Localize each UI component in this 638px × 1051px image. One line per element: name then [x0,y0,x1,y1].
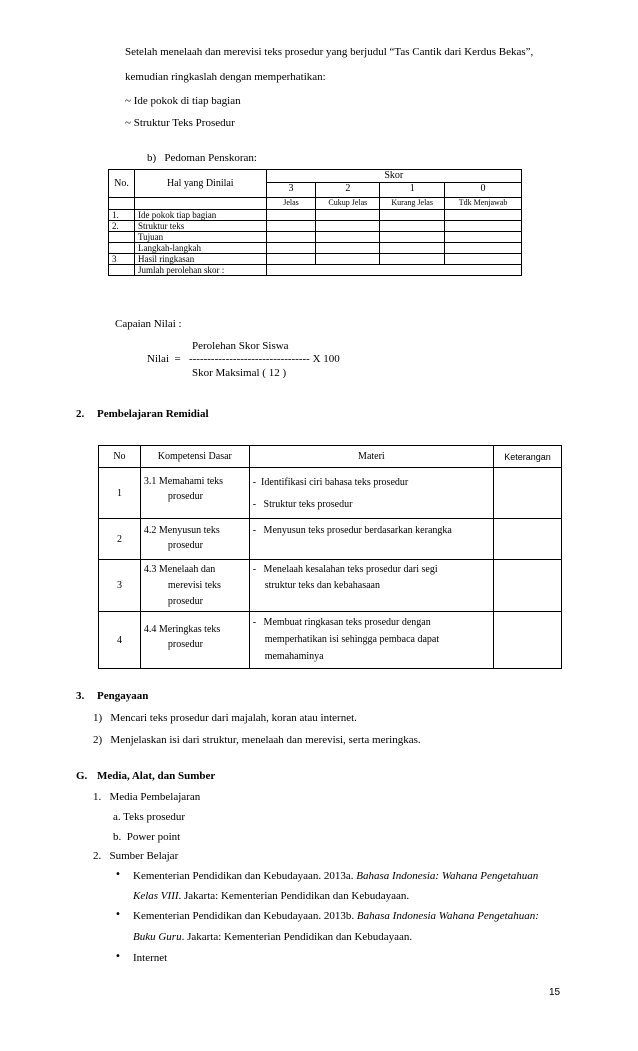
section-number: 2. [76,408,85,420]
header-no: No. [109,170,135,198]
media-sub-1: 1. Media Pembelajaran [93,791,201,803]
kd-line: prosedur [167,639,203,650]
remedial-row-kd [140,468,249,519]
section-number: 3. [76,690,85,702]
kd-line: prosedur [167,540,203,551]
label-cukup-jelas: Cukup Jelas [316,198,380,210]
pengayaan-item: 2) Menjelaskan isi dari struktur, menelaah dan merevisi, serta meringkas. [93,734,421,746]
intro-item-2: ~ Struktur Teks Prosedur [125,117,235,129]
remedial-row-kd [140,612,249,669]
row-no: 2. [109,221,135,232]
remedial-row-keterangan [494,560,562,612]
remedial-row-no: 1 [99,468,141,519]
materi-line: - Membuat ringkasan teks prosedur dengan [252,617,431,628]
remedial-table [98,445,562,669]
row-hal: Hasil ringkasan [134,254,266,265]
row-hal: Struktur teks [134,221,266,232]
row-hal: Ide pokok tiap bagian [134,210,266,221]
source-2 [133,910,539,922]
remedial-row-kd [140,560,249,612]
source-1-book-cont: Kelas VIII [133,890,179,902]
source-1-text: Kementerian Pendidikan dan Kebudayaan. 2013a. [133,870,357,882]
source-2-cont [133,931,412,943]
remedial-row-keterangan [494,519,562,560]
materi-line: - Menelaah kesalahan teks prosedur dari segi [252,564,438,575]
intro-line-1: Setelah menelaah dan merevisi teks prosedur yang berjudul “Tas Cantik dari Kerdus Bekas”, [125,46,534,58]
bullet-icon: • [115,869,121,880]
source-1 [133,870,538,882]
row-hal: Langkah-langkah [134,243,266,254]
remedial-row-materi [249,560,493,612]
remedial-header-keterangan: Keterangan [494,446,562,468]
row-hal: Jumlah perolehan skor : [134,265,266,276]
label-kurang-jelas: Kurang Jelas [380,198,445,210]
formula-nilai: Nilai = --------------------------------- X 100 [147,353,340,365]
row-hal: Tujuan [134,232,266,243]
formula-denominator: Skor Maksimal ( 12 ) [192,367,287,379]
materi-line: memperhatikan isi sehingga pembaca dapat [264,634,440,645]
source-1-publisher: . Jakarta: Kementerian Pendidikan dan Kebudayaan. [178,890,410,902]
header-hal: Hal yang Dinilai [134,170,266,198]
remedial-row-materi [249,612,493,669]
remedial-row-keterangan [494,612,562,669]
label-tdk-menjawab: Tdk Menjawab [445,198,522,210]
source-1-cont [133,890,409,902]
materi-line: struktur teks dan kebahasaan [264,580,380,591]
row-no [109,265,135,276]
row-no: 1. [109,210,135,221]
source-2-publisher: . Jakarta: Kementerian Pendidikan dan Kebudayaan. [181,931,413,943]
page-number: 15 [549,987,561,998]
intro-item-1: ~ Ide pokok di tiap bagian [125,95,241,107]
scoring-table [108,169,522,276]
bullet-icon: • [115,951,121,962]
remedial-header-kd: Kompetensi Dasar [140,446,249,468]
media-sub-2: 2. Sumber Belajar [93,850,179,862]
remedial-row-keterangan [494,468,562,519]
pedoman-heading: b) Pedoman Penskoran: [147,152,257,164]
kd-line: merevisi teks [167,580,221,591]
row-no [109,243,135,254]
source-2-book: Bahasa Indonesia Wahana Pengetahuan: [356,910,539,922]
kd-line: 4.4 Meringkas teks [143,624,221,635]
section-title: Pembelajaran Remidial [97,408,209,420]
kd-line: prosedur [167,596,203,607]
source-2-book-cont: Buku Guru [133,931,182,943]
bullet-icon: • [115,909,121,920]
label-jelas: Jelas [266,198,316,210]
score-2: 2 [316,183,380,198]
source-1-book: Bahasa Indonesia: Wahana Pengetahuan [356,870,539,882]
materi-line: - Struktur teks prosedur [252,499,353,510]
row-no: 3 [109,254,135,265]
pengayaan-item: 1) Mencari teks prosedur dari majalah, koran atau internet. [93,712,357,724]
media-sub-1b: b. Power point [113,831,181,843]
score-3: 3 [266,183,316,198]
section-title: Media, Alat, dan Sumber [97,770,216,782]
remedial-row-materi [249,468,493,519]
capaian-label: Capaian Nilai : [115,318,182,330]
media-sub-1a: a. Teks prosedur [113,811,186,823]
remedial-row-no: 3 [99,560,141,612]
source-3: Internet [133,952,168,964]
materi-line: - Identifikasi ciri bahasa teks prosedur [252,477,409,488]
kd-line: 3.1 Memahami teks [143,476,224,487]
materi-line: - Menyusun teks prosedur berdasarkan kerangka [252,525,452,536]
remedial-row-materi [249,519,493,560]
source-2-text: Kementerian Pendidikan dan Kebudayaan. 2013b. [133,910,357,922]
score-1: 1 [380,183,445,198]
kd-line: 4.2 Menyusun teks [143,525,220,536]
score-0: 0 [445,183,522,198]
remedial-header-no: No [99,446,141,468]
remedial-row-no: 2 [99,519,141,560]
kd-line: prosedur [167,491,203,502]
materi-line: memahaminya [264,651,324,662]
row-no [109,232,135,243]
remedial-row-kd [140,519,249,560]
kd-line: 4.3 Menelaah dan [143,564,216,575]
remedial-header-materi: Materi [249,446,493,468]
section-title: Pengayaan [97,690,149,702]
intro-line-2: kemudian ringkaslah dengan memperhatikan: [125,71,326,83]
section-number: G. [76,770,88,782]
formula-numerator: Perolehan Skor Siswa [192,340,289,352]
header-skor: Skor [266,170,521,183]
remedial-row-no: 4 [99,612,141,669]
